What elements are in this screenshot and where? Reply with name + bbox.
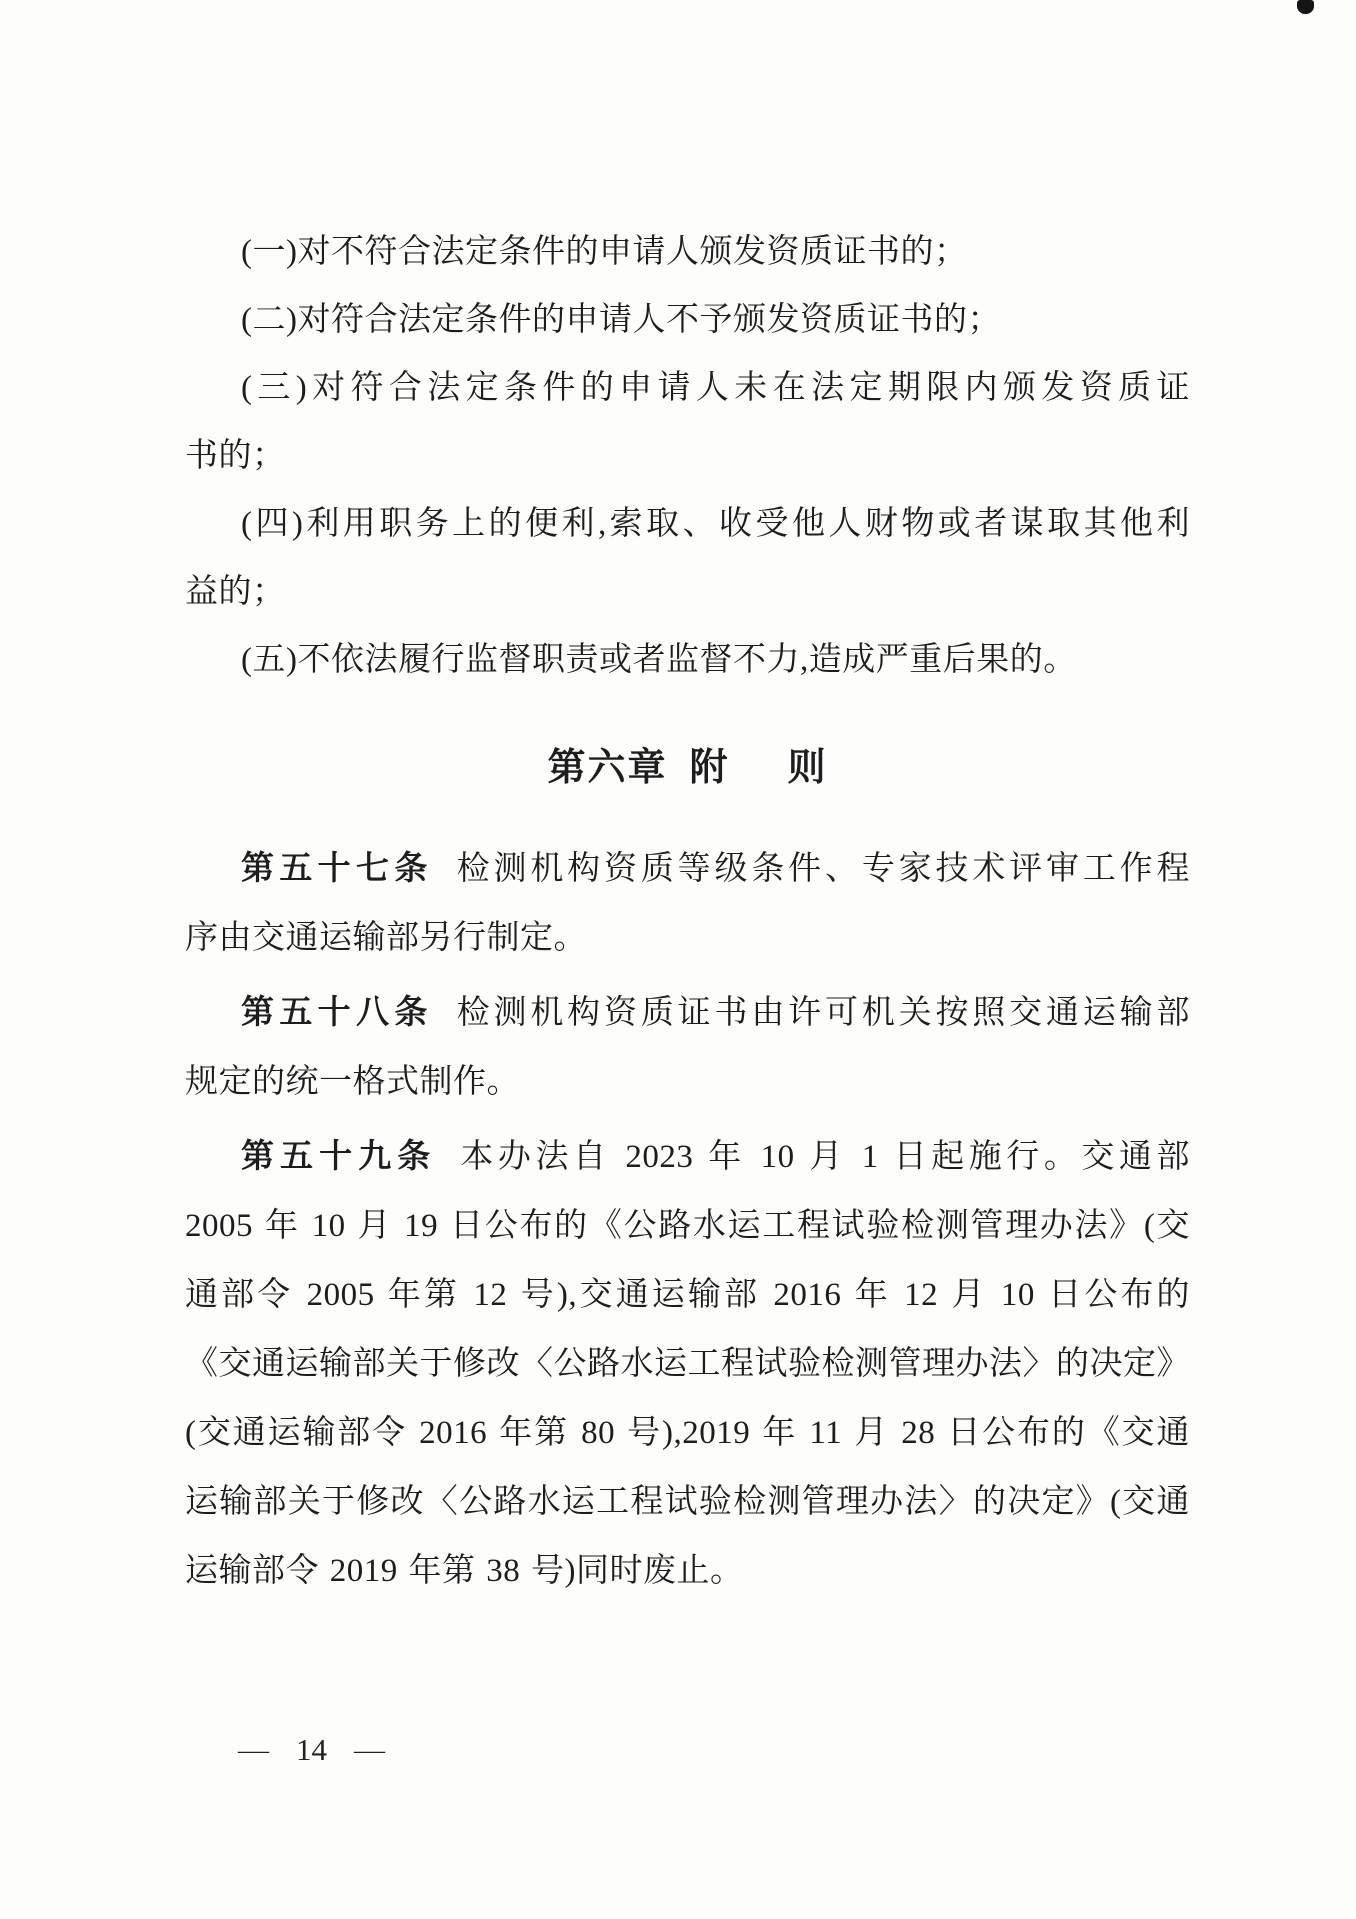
chapter-number: 第六章 <box>547 747 668 789</box>
clause-item-5 <box>185 626 1190 694</box>
scan-artifact-mark <box>1297 0 1314 14</box>
clause-line: 益的； <box>185 574 286 610</box>
article-first-line-text: 检测机构资质等级条件、专家技术评审工作程 <box>456 851 1191 887</box>
page-number-value: 14 <box>296 1732 327 1767</box>
article-line <box>185 835 1190 904</box>
article-first-line-text: 本办法自 2023 年 10 月 1 日起施行。交通部 <box>460 1139 1190 1175</box>
chapter-title-char-2: 则 <box>787 747 828 789</box>
clause-item-4 <box>185 490 1190 626</box>
article-item-3 <box>185 1123 1190 1606</box>
clause-line: (三)对符合法定条件的申请人未在法定期限内颁发资质证 <box>241 370 1190 406</box>
document-body <box>185 0 1190 1606</box>
page-number-right-dash: — <box>354 1735 385 1764</box>
article-line: (交通运输部令 2016 年第 80 号),2019 年 11 月 28 日公布的《交通 <box>185 1415 1190 1451</box>
clause-line: (五)不依法履行监督职责或者监督不力,造成严重后果的。 <box>241 642 1077 678</box>
clause-item-1 <box>185 218 1190 286</box>
clause-item-3 <box>185 354 1190 490</box>
article-line <box>185 1123 1190 1192</box>
page-number <box>238 1731 385 1769</box>
article-number-label: 第五十八条 <box>241 995 433 1031</box>
clause-line: 书的； <box>185 438 286 474</box>
chapter-heading <box>185 734 1190 802</box>
article-line: 运输部关于修改〈公路水运工程试验检测管理办法〉的决定》(交通 <box>185 1484 1190 1520</box>
article-number-label: 第五十七条 <box>241 851 433 887</box>
clause-line: (四)利用职务上的便利,索取、收受他人财物或者谋取其他利 <box>241 506 1190 542</box>
article-first-line-text: 检测机构资质证书由许可机关按照交通运输部 <box>456 995 1191 1031</box>
article-line: 序由交通运输部另行制定。 <box>185 920 587 956</box>
page-number-left-dash: — <box>238 1735 269 1764</box>
article-line: 通部令 2005 年第 12 号),交通运输部 2016 年 12 月 10 日公布的 <box>185 1277 1190 1313</box>
article-line: 《交通运输部关于修改〈公路水运工程试验检测管理办法〉的决定》 <box>185 1346 1190 1382</box>
clause-line: (二)对符合法定条件的申请人不予颁发资质证书的； <box>241 302 1001 338</box>
chapter-title-char-1: 附 <box>689 747 730 789</box>
article-item-2 <box>185 979 1190 1117</box>
clause-item-2 <box>185 286 1190 354</box>
article-number-label: 第五十九条 <box>241 1139 437 1175</box>
article-line: 2005 年 10 月 19 日公布的《公路水运工程试验检测管理办法》(交 <box>185 1208 1190 1244</box>
article-line <box>185 979 1190 1048</box>
article-item-1 <box>185 835 1190 973</box>
article-line: 运输部令 2019 年第 38 号)同时废止。 <box>185 1553 744 1589</box>
article-list <box>185 835 1190 1606</box>
clause-line: (一)对不符合法定条件的申请人颁发资质证书的； <box>241 234 968 270</box>
article-line: 规定的统一格式制作。 <box>185 1064 520 1100</box>
clause-list <box>185 218 1190 694</box>
